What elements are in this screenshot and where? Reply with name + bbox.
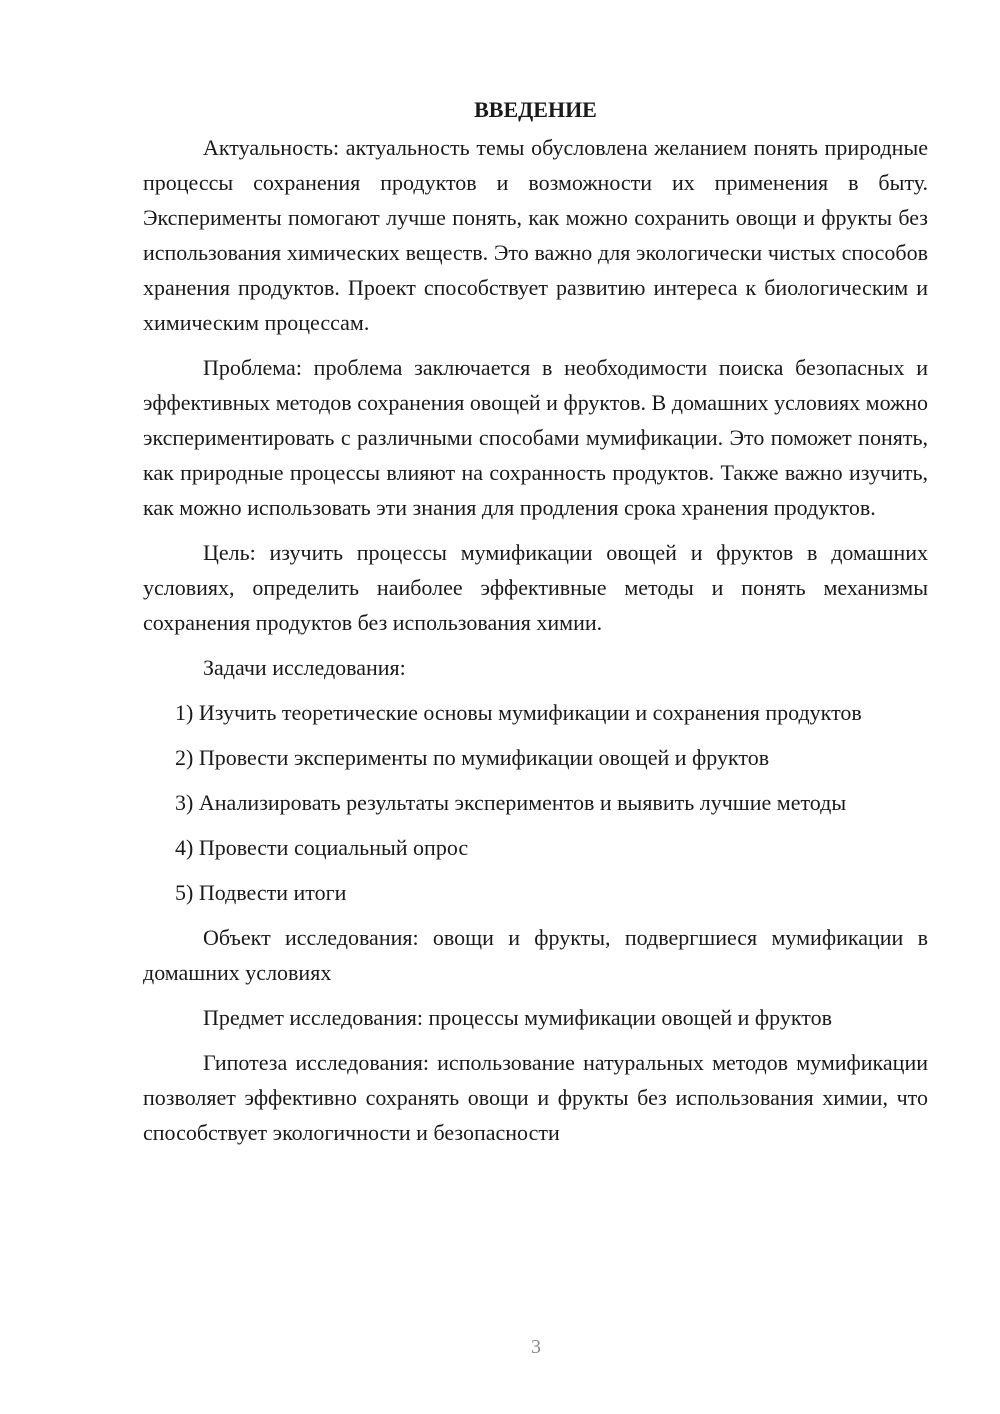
paragraph-goal: Цель: изучить процессы мумификации овощей и фруктов в домашних условиях, определить наиболее эффективные методы и понять механизмы сохранения продуктов без использования химии. xyxy=(143,540,928,635)
task-item-4: 4) Провести социальный опрос xyxy=(175,835,469,860)
paragraph-problem: Проблема: проблема заключается в необходимости поиска безопасных и эффективных методов сохранения овощей и фруктов. В домашних условиях можно экспериментировать с различными способами мумификации. Это поможет понять, как природные процессы влияют на сохранность продуктов. Также важно изучить, как можно использовать эти знания для продления срока хранения продуктов. xyxy=(143,355,928,520)
page-number: 3 xyxy=(531,1336,541,1358)
section-heading: ВВЕДЕНИЕ xyxy=(474,97,597,122)
paragraph-hypothesis: Гипотеза исследования: использование натуральных методов мумификации позволяет эффективно сохранять овощи и фрукты без использования химии, что способствует экологичности и безопасности xyxy=(143,1050,928,1145)
page-content xyxy=(143,92,928,1150)
task-item-1: 1) Изучить теоретические основы мумификации и сохранения продуктов xyxy=(175,700,862,725)
task-item-5: 5) Подвести итоги xyxy=(175,880,347,905)
paragraph-tasks-intro: Задачи исследования: xyxy=(203,655,406,680)
task-item-3: 3) Анализировать результаты экспериментов и выявить лучшие методы xyxy=(175,790,847,815)
paragraph-object: Объект исследования: овощи и фрукты, подвергшиеся мумификации в домашних условиях xyxy=(143,925,928,985)
paragraph-subject: Предмет исследования: процессы мумификации овощей и фруктов xyxy=(203,1005,832,1030)
paragraph-relevance: Актуальность: актуальность темы обусловлена желанием понять природные процессы сохранения продуктов и возможности их применения в быту. Эксперименты помогают лучше понять, как можно сохранить овощи и фрукты без использования химических веществ. Это важно для экологически чистых способов хранения продуктов. Проект способствует развитию интереса к биологическим и химическим процессам. xyxy=(143,135,928,335)
task-item-2: 2) Провести эксперименты по мумификации овощей и фруктов xyxy=(175,745,770,770)
